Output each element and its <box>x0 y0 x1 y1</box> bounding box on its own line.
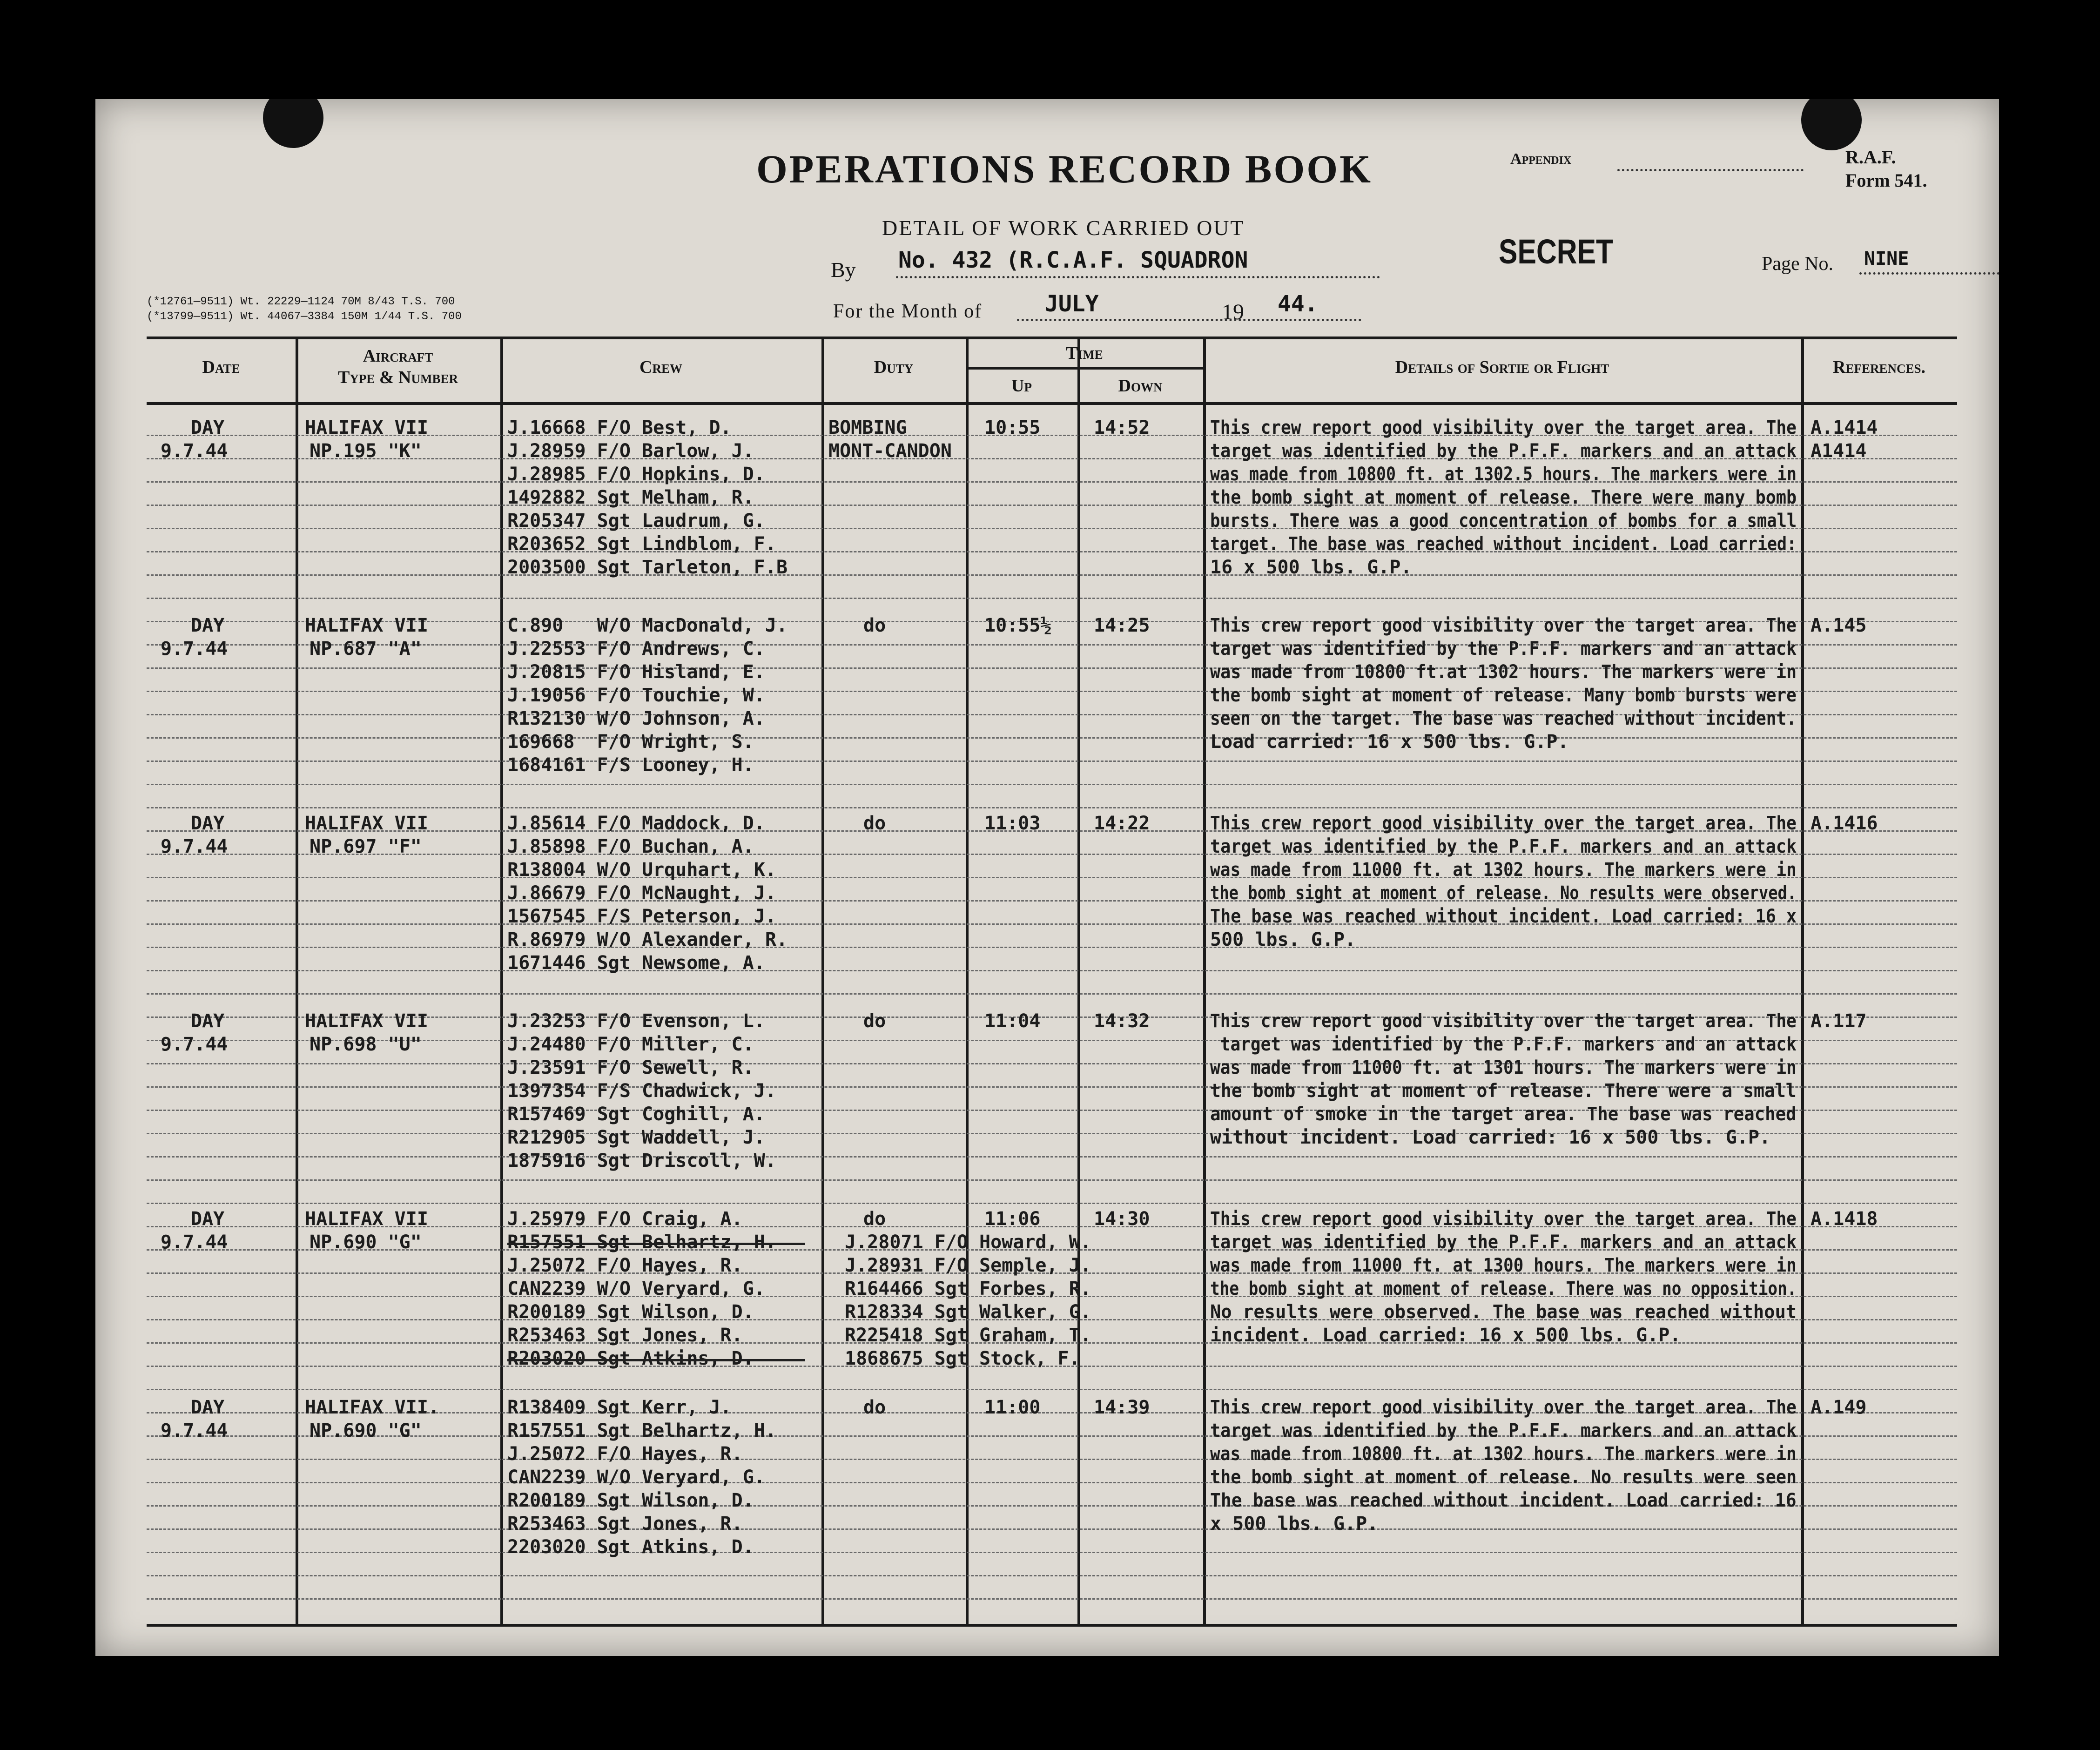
crew-member: J.24480 F/O Miller, C. <box>507 1034 754 1055</box>
col-rule <box>1801 339 1804 1624</box>
time-down: 14:32 <box>1094 1010 1150 1032</box>
ruled-line <box>147 598 1957 599</box>
aircraft-number: NP.687 "A" <box>310 638 422 660</box>
page-value: NINE <box>1864 248 1909 269</box>
sortie-date: 9.7.44 <box>161 440 228 462</box>
crew-member: 1671446 Sgt Newsome, A. <box>507 952 765 974</box>
sortie-table <box>147 337 1957 1627</box>
by-dotted-line <box>896 276 1380 278</box>
aircraft-type: HALIFAX VII <box>305 813 428 834</box>
sortie-details-line: target was identified by the P.F.F. markers and an attack <box>1210 638 1797 660</box>
year-value: 44. <box>1278 291 1318 317</box>
col-duty: Duty <box>874 357 914 377</box>
col-crew: Crew <box>639 357 682 377</box>
col-date: Date <box>202 357 240 377</box>
reference: A.1418 <box>1811 1208 1878 1230</box>
col-rule <box>296 339 298 1624</box>
sortie-details-line: This crew report good visibility over the target area. The <box>1210 615 1797 636</box>
crew-member-alt: 1868675 Sgt Stock, F. <box>845 1348 1080 1369</box>
duty: BOMBING <box>828 417 907 438</box>
sortie-day-label: DAY <box>191 1010 225 1032</box>
reference: A.117 <box>1811 1010 1867 1032</box>
crew-member: 1492882 Sgt Melham, R. <box>507 487 754 508</box>
reference: A.149 <box>1811 1397 1867 1418</box>
sortie-details-line: bursts. There was a good concentration of bombs for a small <box>1210 510 1797 532</box>
sortie-details-line: the bomb sight at moment of release. No results were seen <box>1210 1467 1797 1488</box>
binder-hole-right <box>1801 99 1862 150</box>
col-rule <box>821 339 824 1624</box>
print-code-line: (*13799—9511) Wt. 44067—3384 150M 1/44 T.S. 700 <box>147 310 462 323</box>
aircraft-type: HALIFAX VII <box>305 615 428 636</box>
sortie-details-line: x 500 lbs. G.P. <box>1210 1513 1379 1535</box>
crew-member: J.85898 F/O Buchan, A. <box>507 836 754 857</box>
duty: do <box>863 615 886 636</box>
sortie-details-line: The base was reached without incident. Load carried: 16 x <box>1210 906 1797 927</box>
sortie-day-label: DAY <box>191 813 225 834</box>
ruled-line <box>147 970 1957 971</box>
crew-member: C.890 W/O MacDonald, J. <box>507 615 788 636</box>
aircraft-number: NP.697 "F" <box>310 836 422 857</box>
crew-member: R205347 Sgt Laudrum, G. <box>507 510 765 532</box>
sortie-details-line: the bomb sight at moment of release. There were many bomb <box>1210 487 1797 508</box>
sortie-details-line: the bomb sight at moment of release. Many bomb bursts were <box>1210 685 1797 706</box>
col-aircraft: Aircraft <box>363 346 433 366</box>
ruled-line <box>147 784 1957 785</box>
crew-member: R132130 W/O Johnson, A. <box>507 708 765 729</box>
col-rule <box>1077 339 1080 1624</box>
time-up: 10:55 <box>984 417 1041 438</box>
crew-member: J.28985 F/O Hopkins, D. <box>507 464 765 485</box>
ruled-line <box>147 1575 1957 1576</box>
secret-stamp: SECRET <box>1499 232 1614 271</box>
col-down: Down <box>1118 376 1163 396</box>
crew-member: 1567545 F/S Peterson, J. <box>507 906 776 927</box>
sortie-date: 9.7.44 <box>161 836 228 857</box>
crew-member: J.22553 F/O Andrews, C. <box>507 638 765 660</box>
sortie-details-line: without incident. Load carried: 16 x 500 lbs. G.P. <box>1210 1127 1771 1148</box>
time-up: 11:03 <box>984 813 1041 834</box>
form-title: OPERATIONS RECORD BOOK <box>756 147 1373 191</box>
ruled-line <box>147 1179 1957 1181</box>
form-sheet <box>95 99 1999 1656</box>
ruled-line <box>147 1203 1957 1204</box>
ruled-line <box>147 761 1957 762</box>
sortie-details-line: target was identified by the P.F.F. markers and an attack <box>1210 440 1797 462</box>
ruled-line <box>147 1389 1957 1390</box>
sortie-day-label: DAY <box>191 417 225 438</box>
crew-member-alt: J.28071 F/O Howard, W. <box>845 1232 1091 1253</box>
reference: A.1416 <box>1811 813 1878 834</box>
aircraft-number: NP.195 "K" <box>310 440 422 462</box>
print-code <box>147 295 462 324</box>
time-up: 10:55½ <box>984 615 1052 636</box>
sortie-details-line: was made from 11000 ft. at 1300 hours. The markers were in <box>1210 1255 1797 1276</box>
sortie-details-line: target. The base was reached without incident. Load carried: <box>1210 533 1797 555</box>
crew-member: J.25072 F/O Hayes, R. <box>507 1443 743 1465</box>
crew-member: J.85614 F/O Maddock, D. <box>507 813 765 834</box>
month-label: For the Month of <box>833 301 983 322</box>
sortie-details-line: amount of smoke in the target area. The base was reached <box>1210 1104 1797 1125</box>
crew-member: R200189 Sgt Wilson, D. <box>507 1301 754 1323</box>
crew-member: CAN2239 W/O Veryard, G. <box>507 1467 765 1488</box>
sortie-details-line: seen on the target. The base was reached without incident. <box>1210 708 1797 729</box>
crew-member: J.23253 F/O Evenson, L. <box>507 1010 765 1032</box>
appendix-label: Appendix <box>1510 150 1572 168</box>
time-down: 14:39 <box>1094 1397 1150 1418</box>
crew-member: 2003500 Sgt Tarleton, F.B <box>507 557 788 578</box>
sortie-details-line: was made from 11000 ft. at 1302 hours. The markers were in <box>1210 859 1797 881</box>
page-dotted-line <box>1859 272 1999 275</box>
crew-member: J.16668 F/O Best, D. <box>507 417 732 438</box>
crew-member: J.25072 F/O Hayes, R. <box>507 1255 743 1276</box>
crew-member: R.86979 W/O Alexander, R. <box>507 929 788 950</box>
sortie-details-line: This crew report good visibility over the target area. The <box>1210 1208 1797 1230</box>
crew-member: R212905 Sgt Waddell, J. <box>507 1127 765 1148</box>
month-value: JULY <box>1045 291 1099 317</box>
crew-member: CAN2239 W/O Veryard, G. <box>507 1278 765 1299</box>
aircraft-type: HALIFAX VII. <box>305 1397 439 1418</box>
form-number <box>1845 146 1927 192</box>
crew-member-alt: J.28931 F/O Semple, J. <box>845 1255 1091 1276</box>
aircraft-type: HALIFAX VII <box>305 1208 428 1230</box>
sortie-details-line: the bomb sight at moment of release. There were a small <box>1210 1080 1797 1102</box>
ruled-line <box>147 807 1957 808</box>
ruled-line <box>147 1528 1957 1530</box>
crew-member: J.25979 F/O Craig, A. <box>507 1208 743 1230</box>
ruled-line <box>147 737 1957 739</box>
sortie-details-line: This crew report good visibility over the target area. The <box>1210 1397 1797 1418</box>
sortie-details-line: Load carried: 16 x 500 lbs. G.P. <box>1210 731 1569 753</box>
form-subtitle: DETAIL OF WORK CARRIED OUT <box>882 216 1245 240</box>
sortie-details-line: 16 x 500 lbs. G.P. <box>1210 557 1412 578</box>
ruled-line <box>147 947 1957 948</box>
appendix-dotted-line <box>1617 169 1804 171</box>
col-rule <box>966 339 969 1624</box>
form-541-line: Form 541. <box>1845 170 1927 191</box>
sortie-details-line: This crew report good visibility over the target area. The <box>1210 1010 1797 1032</box>
aircraft-type: HALIFAX VII <box>305 1010 428 1032</box>
page-label: Page No. <box>1762 253 1833 275</box>
duty: do <box>863 1397 886 1418</box>
crew-member: J.19056 F/O Touchie, W. <box>507 685 765 706</box>
time-down: 14:22 <box>1094 813 1150 834</box>
sortie-date: 9.7.44 <box>161 1420 228 1441</box>
sortie-details-line: was made from 10800 ft. at 1302 hours. The markers were in <box>1210 1443 1797 1465</box>
ruled-line <box>147 1552 1957 1553</box>
crew-member: R203020 Sgt Atkins, D. <box>507 1348 754 1369</box>
crew-member: 1875916 Sgt Driscoll, W. <box>507 1150 776 1171</box>
sortie-details-line: target was identified by the P.F.F. markers and an attack <box>1210 1034 1797 1055</box>
aircraft-number: NP.698 "U" <box>310 1034 422 1055</box>
col-references: References. <box>1833 357 1925 377</box>
binder-hole-left <box>263 99 323 148</box>
ruled-line <box>147 993 1957 995</box>
crew-member: J.86679 F/O McNaught, J. <box>507 882 776 904</box>
reference: A1414 <box>1811 440 1867 462</box>
crew-member: R157551 Sgt Belhartz, H. <box>507 1232 776 1253</box>
crew-member: R138004 W/O Urquhart, K. <box>507 859 776 881</box>
reference: A.145 <box>1811 615 1867 636</box>
print-code-line: (*12761—9511) Wt. 22229—1124 70M 8/43 T.S. 700 <box>147 296 455 308</box>
crew-member-alt: R164466 Sgt Forbes, R. <box>845 1278 1091 1299</box>
sortie-details-line: incident. Load carried: 16 x 500 lbs. G.P. <box>1210 1325 1681 1346</box>
time-down: 14:25 <box>1094 615 1150 636</box>
raf-line: R.A.F. <box>1845 147 1896 168</box>
sortie-day-label: DAY <box>191 1397 225 1418</box>
col-rule <box>1203 339 1206 1624</box>
sortie-details-line: target was identified by the P.F.F. markers and an attack <box>1210 1420 1797 1441</box>
reference: A.1414 <box>1811 417 1878 438</box>
aircraft-type: HALIFAX VII <box>305 417 428 438</box>
col-up: Up <box>1011 376 1032 396</box>
duty: do <box>863 1208 886 1230</box>
crew-member: R200189 Sgt Wilson, D. <box>507 1490 754 1511</box>
crew-member: 169668 F/O Wright, S. <box>507 731 754 753</box>
sortie-details-line: was made from 10800 ft. at 1302.5 hours. The markers were in <box>1210 464 1797 485</box>
time-down: 14:52 <box>1094 417 1150 438</box>
squadron-value: No. 432 (R.C.A.F. SQUADRON <box>898 247 1248 273</box>
crew-member-alt: R128334 Sgt Walker, G. <box>845 1301 1091 1323</box>
sortie-date: 9.7.44 <box>161 1232 228 1253</box>
sortie-details-line: was made from 10800 ft.at 1302 hours. The markers were in <box>1210 661 1797 683</box>
ruled-line <box>147 574 1957 576</box>
sortie-day-label: DAY <box>191 1208 225 1230</box>
duty: do <box>863 813 886 834</box>
sortie-date: 9.7.44 <box>161 1034 228 1055</box>
col-time: Time <box>1066 343 1103 363</box>
crew-member: 2203020 Sgt Atkins, D. <box>507 1536 754 1558</box>
crew-member: R138409 Sgt Kerr, J. <box>507 1397 732 1418</box>
sortie-date: 9.7.44 <box>161 638 228 660</box>
sortie-details-line: was made from 11000 ft. at 1301 hours. The markers were in <box>1210 1057 1797 1078</box>
sortie-details-line: No results were observed. The base was reached without <box>1210 1301 1797 1323</box>
col-aircraft-sub: Type & Number <box>338 368 458 387</box>
sortie-details-line: 500 lbs. G.P. <box>1210 929 1356 950</box>
sortie-details-line: The base was reached without incident. Load carried: 16 <box>1210 1490 1797 1511</box>
by-label: By <box>831 258 856 282</box>
time-up: 11:00 <box>984 1397 1041 1418</box>
crew-member: 1397354 F/S Chadwick, J. <box>507 1080 776 1102</box>
crew-member: R253463 Sgt Jones, R. <box>507 1325 743 1346</box>
time-up: 11:04 <box>984 1010 1041 1032</box>
sortie-day-label: DAY <box>191 615 225 636</box>
crew-member: R253463 Sgt Jones, R. <box>507 1513 743 1535</box>
crew-member-alt: R225418 Sgt Graham, T. <box>845 1325 1091 1346</box>
crew-member: R157469 Sgt Coghill, A. <box>507 1104 765 1125</box>
sortie-details-line: the bomb sight at moment of release. No results were observed. <box>1210 882 1797 904</box>
duty-target: MONT-CANDON <box>828 440 952 462</box>
time-up: 11:06 <box>984 1208 1041 1230</box>
sortie-details-line: This crew report good visibility over the target area. The <box>1210 813 1797 834</box>
sortie-details-line: the bomb sight at moment of release. There was no opposition. <box>1210 1278 1797 1299</box>
duty: do <box>863 1010 886 1032</box>
time-down: 14:30 <box>1094 1208 1150 1230</box>
header-rule <box>147 402 1957 405</box>
ruled-line <box>147 1156 1957 1158</box>
crew-member: J.20815 F/O Hisland, E. <box>507 661 765 683</box>
aircraft-number: NP.690 "G" <box>310 1420 422 1441</box>
sortie-details-line: target was identified by the P.F.F. markers and an attack <box>1210 836 1797 857</box>
col-details: Details of Sortie or Flight <box>1395 357 1609 377</box>
time-split-rule <box>966 367 1203 370</box>
sortie-details-line: This crew report good visibility over the target area. The <box>1210 417 1797 438</box>
aircraft-number: NP.690 "G" <box>310 1232 422 1253</box>
strike-through <box>507 1359 805 1361</box>
year-prefix: 19 <box>1222 300 1244 324</box>
sortie-details-line: target was identified by the P.F.F. markers and an attack <box>1210 1232 1797 1253</box>
crew-member: J.28959 F/O Barlow, J. <box>507 440 754 462</box>
col-rule <box>500 339 503 1624</box>
crew-member: R203652 Sgt Lindblom, F. <box>507 533 776 555</box>
ruled-line <box>147 1598 1957 1600</box>
crew-member: 1684161 F/S Looney, H. <box>507 754 754 776</box>
crew-member: J.23591 F/O Sewell, R. <box>507 1057 754 1078</box>
crew-member: R157551 Sgt Belhartz, H. <box>507 1420 776 1441</box>
strike-through <box>507 1243 805 1245</box>
month-dotted-line <box>1017 319 1361 321</box>
